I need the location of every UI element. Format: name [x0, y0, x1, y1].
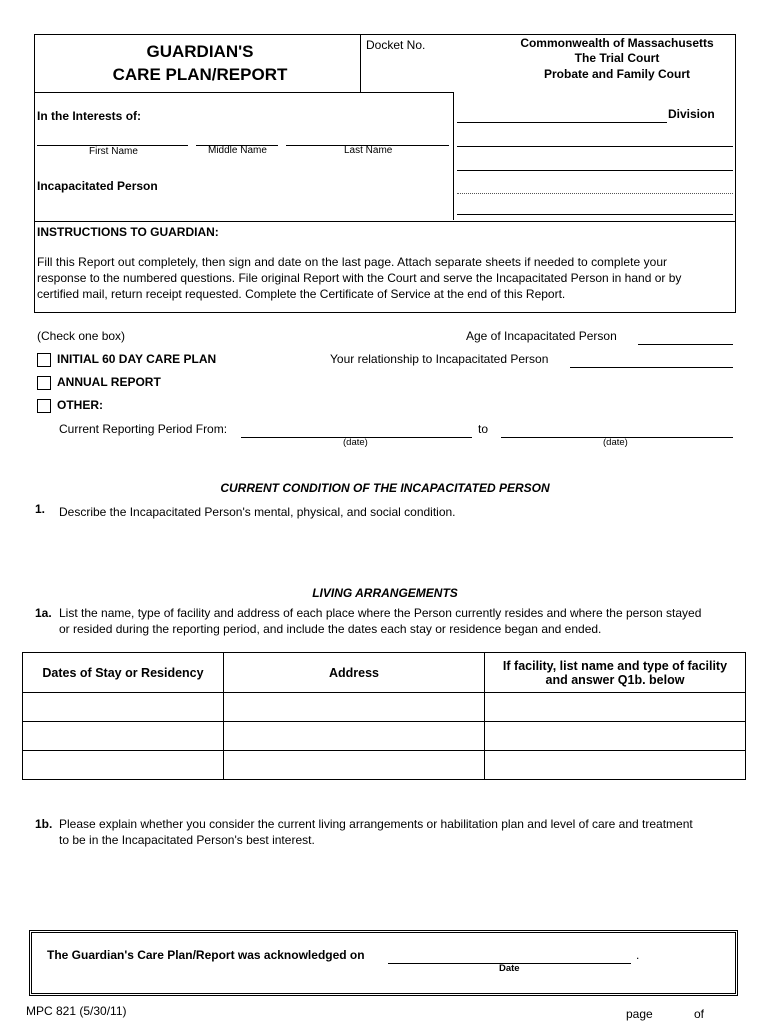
- division-line-2[interactable]: [457, 146, 733, 147]
- q1-number: 1.: [35, 502, 46, 516]
- instructions-line3: certified mail, return receipt requested. Complete the Certificate of Service at the end of this Report.: [37, 287, 566, 301]
- acknowledge-period: .: [636, 948, 640, 962]
- court-line1: Commonwealth of Massachusetts: [520, 36, 714, 50]
- form-title-line1: GUARDIAN'S: [146, 42, 254, 61]
- table-row: [23, 751, 746, 780]
- docket-label: Docket No.: [366, 38, 426, 52]
- header-address: Address: [224, 653, 485, 693]
- cell-address[interactable]: [224, 722, 485, 751]
- cell-facility[interactable]: [485, 693, 746, 722]
- residency-table: [22, 652, 746, 780]
- acknowledge-box: [29, 930, 738, 996]
- from-date-caption: (date): [343, 437, 368, 448]
- incapacitated-person-label: Incapacitated Person: [37, 179, 158, 193]
- of-label: of: [694, 1007, 705, 1021]
- initial-care-plan-label: INITIAL 60 DAY CARE PLAN: [57, 352, 217, 366]
- annual-report-checkbox[interactable]: [37, 376, 51, 390]
- age-field[interactable]: [638, 344, 733, 345]
- court-line3: Probate and Family Court: [543, 67, 691, 81]
- living-heading: LIVING ARRANGEMENTS: [312, 586, 458, 600]
- q1a-line2: or resided during the reporting period, and include the dates each stay or residence began and ended.: [59, 622, 602, 636]
- q1b-line2: to be in the Incapacitated Person's best interest.: [59, 833, 315, 847]
- initial-care-plan-checkbox[interactable]: [37, 353, 51, 367]
- header-dates: Dates of Stay or Residency: [23, 653, 224, 693]
- instructions-line2: response to the numbered questions. File original Report with the Court and serve the Incapacitated Person in hand or by: [37, 271, 682, 285]
- to-date-caption: (date): [603, 437, 628, 448]
- cell-facility[interactable]: [485, 722, 746, 751]
- q1a-line1: List the name, type of facility and address of each place where the Person currently resides and where the person stayed: [59, 606, 702, 620]
- last-name-caption: Last Name: [344, 145, 393, 156]
- reporting-period-label: Current Reporting Period From:: [59, 422, 228, 436]
- form-id: MPC 821 (5/30/11): [26, 1004, 127, 1018]
- cell-facility[interactable]: [485, 751, 746, 780]
- court-line2: The Trial Court: [574, 51, 660, 65]
- annual-report-label: ANNUAL REPORT: [57, 375, 161, 389]
- q1a-number: 1a.: [35, 606, 52, 620]
- age-label: Age of Incapacitated Person: [466, 329, 617, 343]
- cell-address[interactable]: [224, 751, 485, 780]
- relationship-label: Your relationship to Incapacitated Person: [330, 352, 549, 366]
- first-name-caption: First Name: [89, 146, 138, 157]
- cell-dates[interactable]: [23, 693, 224, 722]
- other-label: OTHER:: [57, 398, 103, 412]
- cell-address[interactable]: [224, 693, 485, 722]
- cell-dates[interactable]: [23, 751, 224, 780]
- acknowledge-date-caption: Date: [499, 963, 520, 974]
- interests-label: In the Interests of:: [37, 109, 142, 123]
- table-header-row: [23, 653, 746, 693]
- relationship-field[interactable]: [570, 367, 733, 368]
- division-line-4[interactable]: [457, 193, 733, 194]
- instructions-heading: INSTRUCTIONS TO GUARDIAN:: [37, 225, 219, 239]
- table-row: [23, 693, 746, 722]
- cell-dates[interactable]: [23, 722, 224, 751]
- division-field[interactable]: [457, 122, 667, 123]
- division-line-3[interactable]: [457, 170, 733, 171]
- division-label: Division: [668, 107, 715, 121]
- title-row-rule: [34, 92, 453, 93]
- form-title-line2: CARE PLAN/REPORT: [112, 65, 288, 84]
- acknowledge-text: The Guardian's Care Plan/Report was acknowledged on: [47, 948, 365, 962]
- condition-heading: CURRENT CONDITION OF THE INCAPACITATED PERSON: [220, 481, 550, 495]
- q1-text: Describe the Incapacitated Person's mental, physical, and social condition.: [59, 505, 456, 519]
- check-one-label: (Check one box): [37, 329, 126, 343]
- header-divider: [360, 34, 361, 92]
- division-line-5[interactable]: [457, 214, 733, 215]
- table-row: [23, 722, 746, 751]
- q1b-number: 1b.: [35, 817, 53, 831]
- header-facility: If facility, list name and type of facility and answer Q1b. below: [485, 653, 746, 693]
- middle-name-caption: Middle Name: [208, 145, 267, 156]
- other-checkbox[interactable]: [37, 399, 51, 413]
- page-label: page: [626, 1007, 653, 1021]
- q1b-line1: Please explain whether you consider the current living arrangements or habilitation plan and level of care and treatment: [59, 817, 693, 831]
- instructions-line1: Fill this Report out completely, then sign and date on the last page. Attach separate sheets if needed to complete your: [37, 255, 668, 269]
- interests-divider: [453, 92, 454, 220]
- period-to-label: to: [478, 422, 489, 436]
